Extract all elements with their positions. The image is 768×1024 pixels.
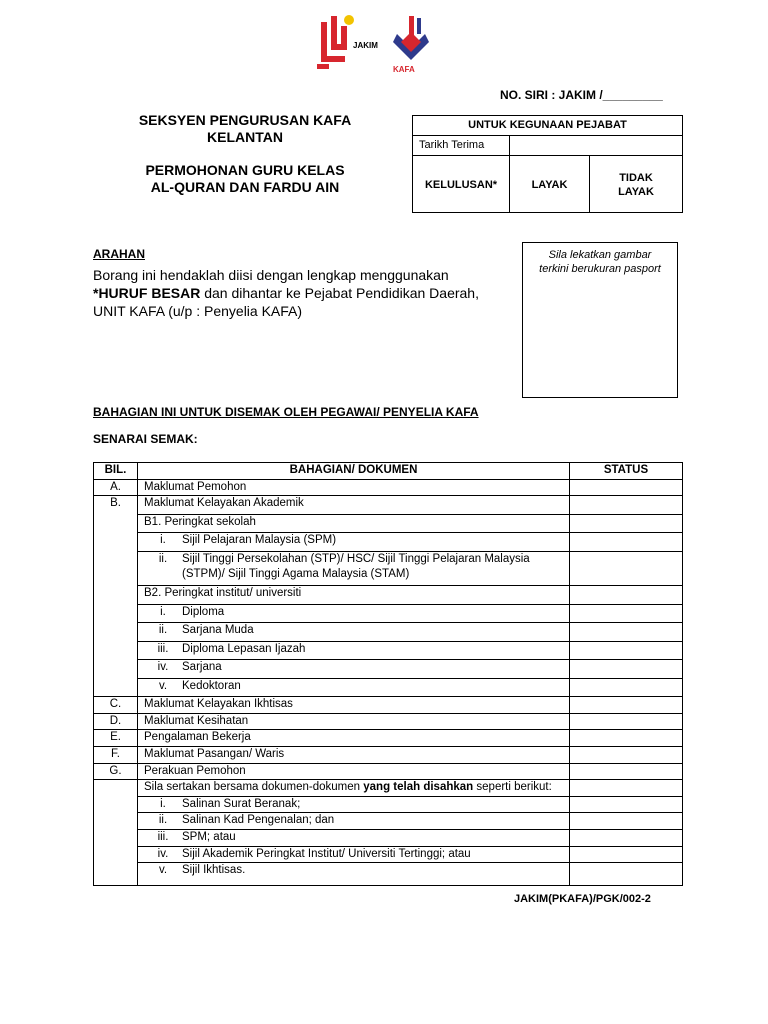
row-text: B2. Peringkat institut/ universiti [138,586,570,604]
status-cell[interactable] [570,863,683,886]
table-row [94,479,683,496]
table-row [94,586,683,604]
row-text: Maklumat Pemohon [138,479,570,496]
arahan-heading: ARAHAN [93,247,145,261]
notes-intro [138,780,570,797]
status-cell[interactable] [570,604,683,622]
title-line-2: KELANTAN [207,129,283,145]
table-row [94,746,683,763]
status-cell[interactable] [570,780,683,797]
photo-box[interactable]: Sila lekatkan gambar terkini berukuran pasport [522,242,678,398]
row-bil: E. [94,730,138,747]
kafa-logo-text: KAFA [393,65,415,74]
arahan-line-2: dan dihantar ke Pejabat Pendidikan Daerah, [200,285,479,301]
row-text: Maklumat Pasangan/ Waris [138,746,570,763]
row-text: Maklumat Kesihatan [138,713,570,730]
table-row [94,551,683,586]
status-cell[interactable] [570,551,683,586]
status-cell[interactable] [570,697,683,714]
row-bil-empty [94,780,138,886]
arahan-line-1: Borang ini hendaklah diisi dengan lengkap menggunakan [93,267,449,283]
status-cell[interactable] [570,533,683,551]
senarai-semak-title: SENARAI SEMAK: [93,432,198,446]
row-text: Perakuan Pemohon [138,763,570,780]
office-use-title: UNTUK KEGUNAAN PEJABAT [413,116,682,136]
jakim-logo-mark [317,16,347,69]
sub-text: Salinan Surat Beranak; [182,797,301,810]
table-row [94,780,683,797]
sub-num: i. [160,534,166,547]
kafa-logo-mark [393,16,429,60]
status-cell[interactable] [570,660,683,678]
sub-text: Diploma Lepasan Ijazah [182,642,306,655]
sub-text: SPM; atau [182,830,236,843]
row-bil: F. [94,746,138,763]
checklist-table [93,462,683,886]
status-cell[interactable] [570,479,683,496]
status-cell[interactable] [570,713,683,730]
table-row [94,678,683,697]
arahan-text [93,266,513,320]
tarikh-terima-field[interactable] [510,136,682,155]
table-row [94,623,683,641]
jakim-logo [317,12,378,70]
table-row [94,846,683,863]
jakim-logo-text: JAKIM [353,41,378,50]
sub-num: ii. [158,624,168,637]
row-bil: G. [94,763,138,780]
arahan-bold: *HURUF BESAR [93,285,201,301]
row-text: B1. Peringkat sekolah [138,514,570,532]
table-row [94,763,683,780]
status-cell[interactable] [570,829,683,846]
sub-text: Sijil Ikhtisas. [182,864,246,877]
row-bil: A. [94,479,138,496]
table-header-row [94,463,683,480]
sub-text: Sijil Akademik Peringkat Institut/ Universiti Tertinggi; atau [182,847,471,860]
layak-option[interactable]: LAYAK [510,156,590,213]
serial-number: NO. SIRI : JAKIM /_________ [500,88,663,102]
kafa-logo [391,12,433,76]
table-row [94,829,683,846]
status-cell[interactable] [570,496,683,514]
status-cell[interactable] [570,846,683,863]
notes-intro-after: seperti berikut: [473,781,552,794]
notes-intro-bold: yang telah disahkan [363,781,474,794]
form-title [100,112,390,196]
arahan-line-3: UNIT KAFA (u/p : Penyelia KAFA) [93,303,303,319]
table-row [94,533,683,551]
table-row [94,697,683,714]
sub-num: v. [158,679,168,692]
kelulusan-label: KELULUSAN* [413,156,510,213]
title-line-4: AL-QURAN DAN FARDU AIN [150,179,340,195]
sub-num: ii. [158,552,168,565]
header-status: STATUS [570,463,683,480]
sub-num: i. [160,605,166,618]
sub-text: Kedoktoran [182,679,241,692]
row-bil: B. [94,496,138,697]
sub-text: Salinan Kad Pengenalan; dan [182,814,335,827]
sub-num: v. [158,864,168,877]
sub-text: Sarjana Muda [182,624,254,637]
tidak-layak-option[interactable] [590,156,682,213]
table-row [94,730,683,747]
sub-num: iv. [157,661,169,674]
jakim-star-icon [344,15,354,25]
table-row [94,796,683,813]
table-row [94,813,683,830]
title-line-3: PERMOHONAN GURU KELAS [145,162,345,178]
row-text: Pengalaman Bekerja [138,730,570,747]
office-use-box [412,115,683,213]
status-cell[interactable] [570,678,683,697]
header-bil: BIL. [94,463,138,480]
table-row [94,713,683,730]
table-row [94,514,683,532]
status-cell[interactable] [570,763,683,780]
sub-text: Diploma [182,605,225,618]
status-cell[interactable] [570,641,683,659]
form-code: JAKIM(PKAFA)/PGK/002-2 [514,893,651,905]
title-line-1: SEKSYEN PENGURUSAN KAFA [138,112,352,128]
status-cell[interactable] [570,796,683,813]
table-row [94,496,683,514]
status-cell[interactable] [570,730,683,747]
table-row [94,641,683,659]
sub-num: iv. [157,847,169,860]
sub-text: Sijil Pelajaran Malaysia (SPM) [182,534,337,547]
status-cell[interactable] [570,514,683,532]
sub-num: iii. [157,830,169,843]
sub-num: iii. [157,642,169,655]
row-text: Maklumat Kelayakan Akademik [138,496,570,514]
notes-intro-text: Sila sertakan bersama dokumen-dokumen [144,781,364,794]
table-row [94,863,683,886]
status-cell[interactable] [570,746,683,763]
row-bil: D. [94,713,138,730]
sub-num: i. [160,797,166,810]
status-cell[interactable] [570,586,683,604]
sub-text: Sijil Tinggi Persekolahan (STP)/ HSC/ Sijil Tinggi Pelajaran Malaysia (STPM)/ Sijil Tinggi Agama Malaysia (STAM) [182,552,530,580]
table-row [94,660,683,678]
sub-text: Sarjana [182,661,222,674]
tidak-layak-label: TIDAK LAYAK [618,171,654,198]
tarikh-terima-label: Tarikh Terima [413,136,510,155]
sub-num: ii. [158,814,168,827]
status-cell[interactable] [570,813,683,830]
header-bahagian: BAHAGIAN/ DOKUMEN [138,463,570,480]
status-cell[interactable] [570,623,683,641]
table-row [94,604,683,622]
section-title: BAHAGIAN INI UNTUK DISEMAK OLEH PEGAWAI/ PENYELIA KAFA [93,405,479,419]
row-bil: C. [94,697,138,714]
row-text: Maklumat Kelayakan Ikhtisas [138,697,570,714]
